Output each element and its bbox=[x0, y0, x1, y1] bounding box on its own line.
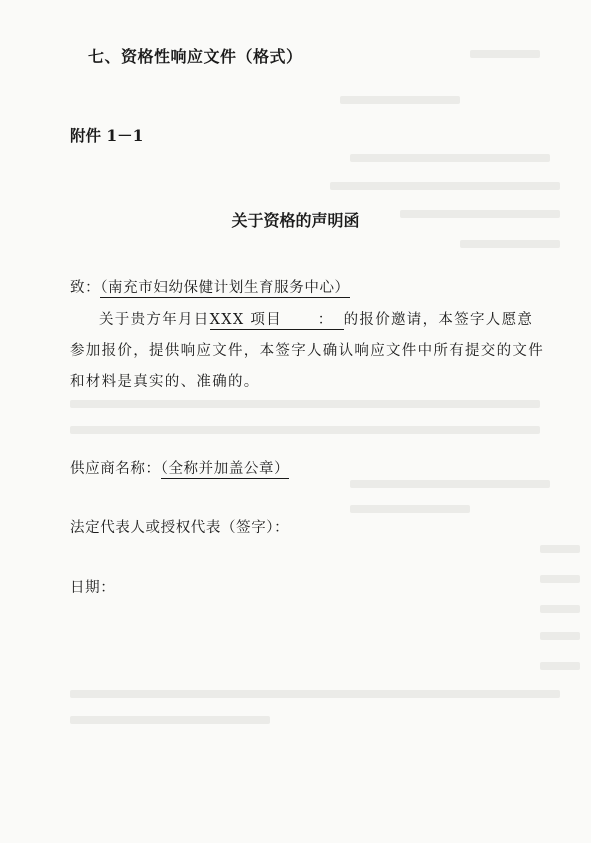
date-label: 日期： bbox=[70, 580, 116, 596]
supplier-line bbox=[70, 457, 289, 478]
supplier-value: （全称并加盖公章） bbox=[160, 461, 290, 477]
paragraph-suffix: 的报价邀请，本签字人愿意参加报价，提供响应文件，本签字人确认响应文件中所有提交的文件和材料是真实的、准确的。 bbox=[70, 312, 544, 390]
document-title: 关于资格的声明函 bbox=[231, 211, 360, 230]
declaration-paragraph bbox=[70, 305, 548, 398]
bleed-through-mark bbox=[70, 426, 540, 434]
project-name-blank bbox=[210, 311, 344, 330]
bleed-through-mark bbox=[540, 605, 580, 613]
bleed-through-mark bbox=[350, 505, 470, 513]
date-line bbox=[70, 576, 115, 597]
bleed-through-mark bbox=[70, 690, 560, 698]
section-heading: 七、资格性响应文件（格式） bbox=[88, 47, 303, 66]
project-name: XXX 项目 bbox=[209, 312, 282, 328]
representative-line bbox=[70, 516, 289, 537]
addressee-label: 致： bbox=[70, 280, 101, 296]
bleed-through-mark bbox=[540, 545, 580, 553]
bleed-through-mark bbox=[70, 400, 540, 408]
paragraph-prefix: 关于贵方年月日 bbox=[99, 312, 210, 328]
bleed-through-mark bbox=[70, 716, 270, 724]
supplier-label: 供应商名称： bbox=[70, 461, 161, 477]
bleed-through-mark bbox=[540, 632, 580, 640]
bleed-through-mark bbox=[340, 96, 460, 104]
bleed-through-mark bbox=[470, 50, 540, 58]
addressee-recipient: （南充市妇幼保健计划生育服务中心） bbox=[100, 280, 350, 296]
bleed-through-mark bbox=[330, 182, 560, 190]
bleed-through-mark bbox=[540, 575, 580, 583]
bleed-through-mark bbox=[350, 154, 550, 162]
addressee-line bbox=[70, 276, 350, 297]
bleed-through-mark bbox=[350, 480, 550, 488]
bleed-through-mark bbox=[540, 662, 580, 670]
project-name-colon: ： bbox=[317, 312, 334, 328]
representative-label: 法定代表人或授权代表（签字）： bbox=[70, 520, 290, 536]
bleed-through-mark bbox=[460, 240, 560, 248]
attachment-label: 附件 1－1 bbox=[70, 126, 144, 145]
